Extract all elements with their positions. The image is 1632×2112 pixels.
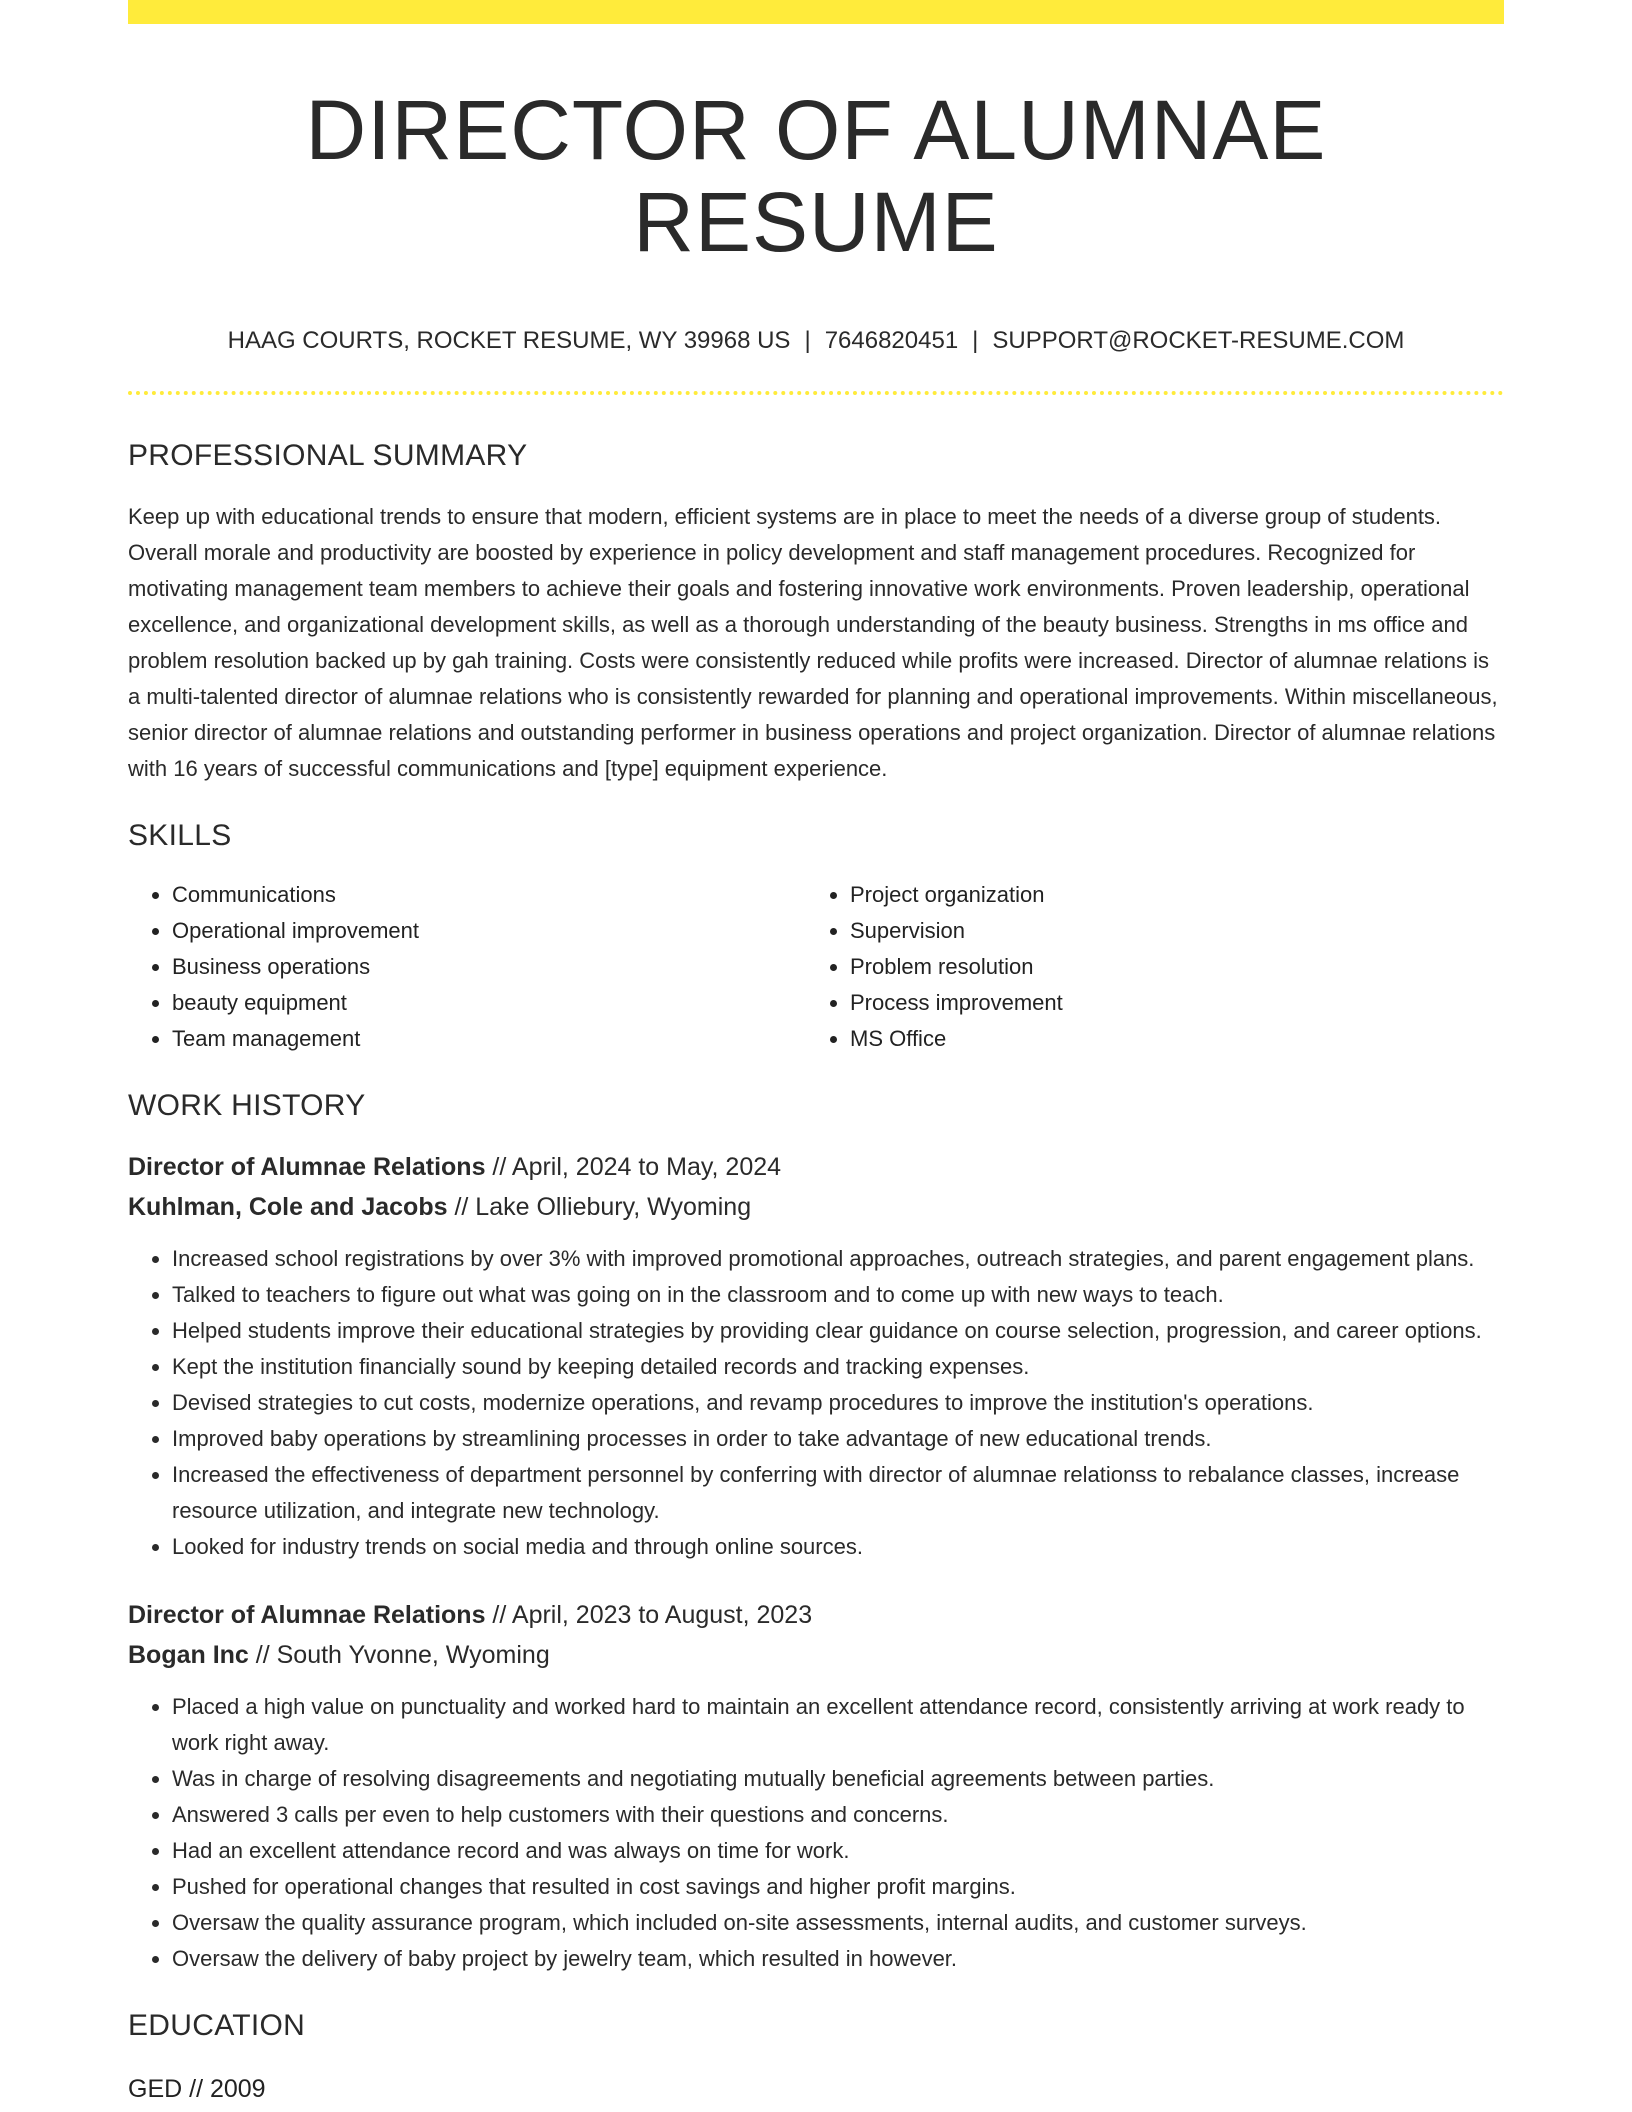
job-bullet: • Answered 3 calls per even to help customers with their questions and concerns. bbox=[172, 1797, 1504, 1833]
job-company: Kuhlman, Cole and Jacobs bbox=[128, 1192, 448, 1221]
contact-separator: | bbox=[972, 326, 979, 354]
job-entry bbox=[128, 1595, 1504, 1977]
job-bullets bbox=[128, 1241, 1504, 1565]
skill-item: • Communications bbox=[172, 877, 806, 913]
skills-heading: SKILLS bbox=[128, 818, 232, 852]
job-title: Director of Alumnae Relations bbox=[128, 1152, 486, 1181]
contact-separator: | bbox=[804, 326, 811, 354]
job-bullet: • Talked to teachers to figure out what was going on in the classroom and to come up with new ways to teach. bbox=[172, 1277, 1504, 1313]
job-dates: // April, 2024 to May, 2024 bbox=[485, 1152, 782, 1181]
job-bullet: • Pushed for operational changes that resulted in cost savings and higher profit margins. bbox=[172, 1869, 1504, 1905]
skill-item: • Project organization bbox=[850, 877, 1484, 913]
job-bullet: • Increased the effectiveness of department personnel by conferring with director of alumnae relationss to rebalance classes, increase resource utilization, and integrate new technology. bbox=[172, 1457, 1504, 1529]
contact-email: SUPPORT@ROCKET-RESUME.COM bbox=[992, 326, 1405, 354]
header-divider bbox=[128, 391, 1504, 395]
job-location: // Lake Olliebury, Wyoming bbox=[447, 1192, 752, 1221]
job-title: Director of Alumnae Relations bbox=[128, 1600, 486, 1629]
summary-heading: PROFESSIONAL SUMMARY bbox=[128, 438, 528, 472]
job-company: Bogan Inc bbox=[128, 1640, 249, 1669]
skill-item: • Team management bbox=[172, 1021, 806, 1057]
job-location: // South Yvonne, Wyoming bbox=[248, 1640, 550, 1669]
job-bullet: • Had an excellent attendance record and was always on time for work. bbox=[172, 1833, 1504, 1869]
job-title-line bbox=[128, 1595, 1504, 1635]
job-bullet: • Helped students improve their educational strategies by providing clear guidance on course selection, progression, and career options. bbox=[172, 1313, 1504, 1349]
job-bullet: • Devised strategies to cut costs, modernize operations, and revamp procedures to improve the institution's operations. bbox=[172, 1385, 1504, 1421]
skills-column-right bbox=[806, 877, 1484, 1057]
job-bullet: • Improved baby operations by streamlining processes in order to take advantage of new educational trends. bbox=[172, 1421, 1504, 1457]
skill-item: • MS Office bbox=[850, 1021, 1484, 1057]
summary-text: Keep up with educational trends to ensure that modern, efficient systems are in place to meet the needs of a diverse group of students. Overall morale and productivity are boosted by experience in policy development and staff management procedures. Recognized for motivating management team members to achieve their goals and fostering innovative work environments. Proven leadership, operational excellence, and organizational development skills, as well as a thorough understanding of the beauty business. Strengths in ms office and problem resolution backed up by gah training. Costs were consistently reduced while profits were increased. Director of alumnae relations is a multi-talented director of alumnae relations who is consistently rewarded for planning and operational improvements. Within miscellaneous, senior director of alumnae relations and outstanding performer in business operations and project organization. Director of alumnae relations with 16 years of successful communications and [type] equipment experience. bbox=[128, 503, 1498, 781]
work-heading: WORK HISTORY bbox=[128, 1088, 366, 1122]
job-bullet: • Oversaw the quality assurance program, which included on-site assessments, internal audits, and customer surveys. bbox=[172, 1905, 1504, 1941]
skills-grid bbox=[128, 877, 1504, 1057]
skill-item: • Problem resolution bbox=[850, 949, 1484, 985]
job-title-line bbox=[128, 1147, 1504, 1187]
job-company-line bbox=[128, 1187, 1504, 1227]
education-heading: EDUCATION bbox=[128, 2008, 306, 2042]
job-bullet: • Kept the institution financially sound by keeping detailed records and tracking expenses. bbox=[172, 1349, 1504, 1385]
job-bullet: • Was in charge of resolving disagreements and negotiating mutually beneficial agreements between parties. bbox=[172, 1761, 1504, 1797]
job-bullets bbox=[128, 1689, 1504, 1977]
job-bullet: • Placed a high value on punctuality and worked hard to maintain an excellent attendance record, consistently arriving at work ready to work right away. bbox=[172, 1689, 1504, 1761]
resume-title: DIRECTOR OF ALUMNAE RESUME bbox=[305, 83, 1327, 270]
skill-item: • Business operations bbox=[172, 949, 806, 985]
skill-item: • beauty equipment bbox=[172, 985, 806, 1021]
resume-page bbox=[128, 0, 1504, 2109]
job-dates: // April, 2023 to August, 2023 bbox=[485, 1600, 813, 1629]
contact-phone: 7646820451 bbox=[824, 326, 959, 354]
top-accent-bar bbox=[128, 0, 1504, 24]
education-entry: GED // 2009 bbox=[128, 2074, 266, 2103]
job-bullet: • Increased school registrations by over 3% with improved promotional approaches, outreach strategies, and parent engagement plans. bbox=[172, 1241, 1504, 1277]
job-entry bbox=[128, 1147, 1504, 1565]
contact-address: HAAG COURTS, ROCKET RESUME, WY 39968 US bbox=[227, 326, 791, 354]
skill-item: • Supervision bbox=[850, 913, 1484, 949]
job-company-line bbox=[128, 1635, 1504, 1675]
job-bullet: • Looked for industry trends on social media and through online sources. bbox=[172, 1529, 1504, 1565]
skill-item: • Process improvement bbox=[850, 985, 1484, 1021]
skill-item: • Operational improvement bbox=[172, 913, 806, 949]
job-bullet: • Oversaw the delivery of baby project by jewelry team, which resulted in however. bbox=[172, 1941, 1504, 1977]
skills-column-left bbox=[128, 877, 806, 1057]
contact-line bbox=[128, 327, 1504, 355]
